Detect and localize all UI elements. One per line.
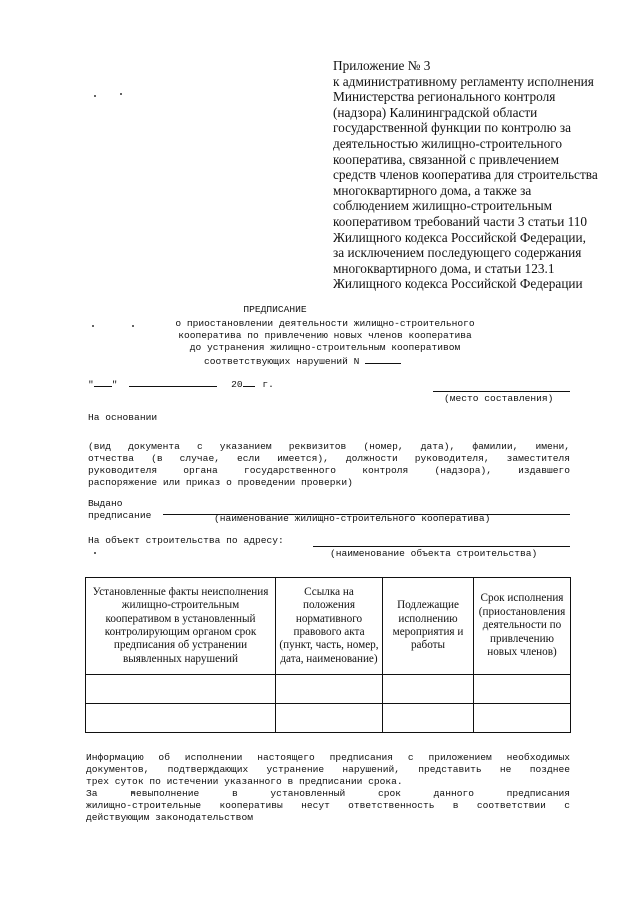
- appendix-line: за исключением последующего содержания: [333, 245, 582, 261]
- object-address-blank: [313, 546, 570, 547]
- appendix-line: (надзора) Калининградской области: [333, 104, 538, 120]
- year-prefix: 20: [231, 379, 243, 390]
- table-cell: [474, 704, 571, 733]
- basis-line: отчества (в случае, если имеется), должности руководителя, заместителя: [88, 453, 570, 464]
- table-cell: [276, 675, 383, 704]
- header-facts: Установленные факты неисполнения жилищно-строительным кооперативом в установленный контролирующим органом срок предписания об устранении выявленных нарушений: [86, 578, 276, 675]
- appendix-line: к административному регламенту исполнения: [333, 73, 594, 89]
- table-cell: [474, 675, 571, 704]
- appendix-line: деятельностью жилищно-строительного: [333, 135, 563, 151]
- object-caption: (наименование объекта строительства): [330, 548, 538, 559]
- appendix-block: [333, 58, 623, 292]
- place-blank: [433, 391, 570, 392]
- date-quote-open: ": [88, 379, 94, 390]
- table-cell: [383, 704, 474, 733]
- footer-line: документов, подтверждающих устранение нарушений, представить не позднее: [86, 764, 570, 775]
- appendix-line: Жилищного кодекса Российской Федерации,: [333, 229, 586, 245]
- order-number-line: [204, 354, 401, 368]
- basis-line: руководителя органа государственного контроля (надзора), издавшего: [88, 465, 570, 476]
- table-cell: [276, 704, 383, 733]
- month-blank: [129, 377, 217, 387]
- table-header-row: [86, 578, 571, 675]
- scan-speck: [120, 93, 122, 95]
- basis-line: (вид документа с указанием реквизитов (номер, дата), фамилии, имени,: [88, 441, 570, 452]
- footer-line: За невыполнение в установленный срок данного предписания: [86, 788, 570, 799]
- appendix-line: Приложение № 3: [333, 58, 431, 73]
- header-legal-reference: Ссылка на положения нормативного правового акта (пункт, часть, номер, дата, наименование): [276, 578, 383, 675]
- scan-speck: [94, 552, 96, 554]
- footer-line: Информацию об исполнении настоящего предписания с приложением необходимых: [86, 752, 570, 763]
- order-title-line: до устранения жилищно-строительным кооперативом: [189, 342, 461, 353]
- violations-table: [85, 577, 571, 733]
- header-measures: Подлежащие исполнению мероприятия и работы: [383, 578, 474, 675]
- order-title-line: соответствующих нарушений N: [204, 356, 360, 367]
- appendix-line: Министерства регионального контроля: [333, 89, 556, 105]
- order-title-line: кооператива по привлечению новых членов кооператива: [178, 330, 472, 341]
- footer-line: трех суток по истечении указанного в предписании срока.: [86, 776, 403, 787]
- order-number-blank: [365, 354, 401, 364]
- date-quote-close: ": [111, 379, 118, 390]
- order-heading: ПРЕДПИСАНИЕ: [243, 304, 307, 315]
- year-blank: [243, 377, 255, 387]
- place-caption: (место составления): [444, 393, 554, 404]
- appendix-line: кооператива, связанной с привлечением: [333, 151, 560, 167]
- year-suffix: г.: [262, 379, 274, 390]
- order-title-line: о приостановлении деятельности жилищно-строительного: [175, 318, 475, 329]
- table-row: [86, 675, 571, 704]
- appendix-line: кооперативом требований части 3 статьи 110: [333, 213, 588, 229]
- day-blank: [94, 377, 112, 387]
- appendix-line: соблюдением жилищно-строительным: [333, 198, 553, 214]
- appendix-line: государственной функции по контролю за: [333, 120, 572, 136]
- scan-speck: [94, 95, 96, 97]
- table-cell: [86, 675, 276, 704]
- appendix-line: многоквартирного дома, и статьи 123.1: [333, 260, 555, 276]
- header-deadline: Срок исполнения (приостановления деятельности по привлечению новых членов): [474, 578, 571, 675]
- issued-label-2: предписание: [88, 510, 152, 521]
- date-line: [88, 377, 274, 391]
- table-row: [86, 704, 571, 733]
- footer-line: жилищно-строительные кооперативы несут ответственность в соответствии с: [86, 800, 570, 811]
- cooperative-caption: (наименование жилищно-строительного кооператива): [214, 513, 491, 524]
- appendix-line: многоквартирного дома, а также за: [333, 182, 532, 198]
- appendix-line: Жилищного кодекса Российской Федерации: [333, 276, 583, 292]
- table-cell: [86, 704, 276, 733]
- appendix-line: средств членов кооператива для строительства: [333, 167, 598, 183]
- basis-line: распоряжение или приказ о проведении проверки): [88, 477, 353, 488]
- issued-label: Выдано: [88, 498, 123, 509]
- object-label: На объект строительства по адресу:: [88, 535, 284, 546]
- footer-line: действующим законодательством: [86, 812, 253, 823]
- table-cell: [383, 675, 474, 704]
- basis-label: На основании: [88, 412, 158, 423]
